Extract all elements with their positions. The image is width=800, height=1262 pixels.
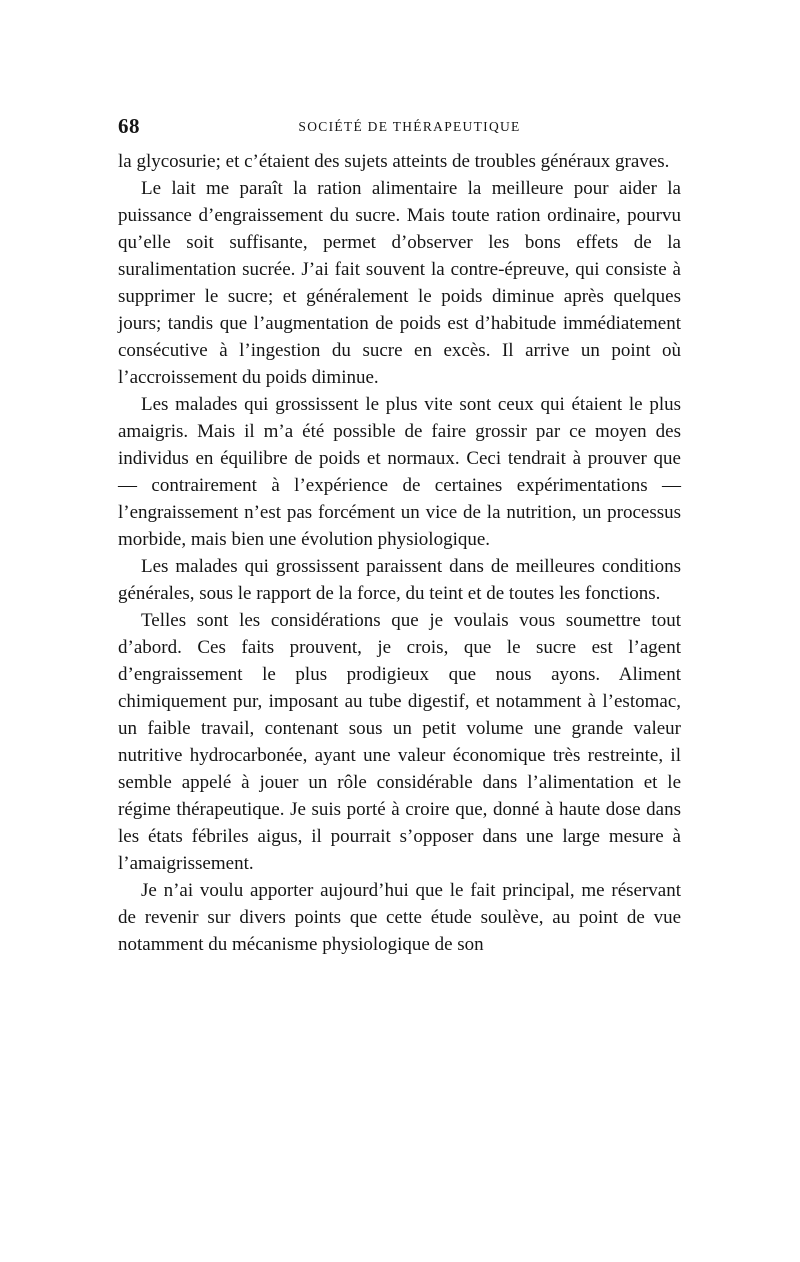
paragraph: Les malades qui grossissent paraissent dans de meilleures conditions générales, sous le rapport de la force, du teint et de toutes les fonctions. bbox=[118, 556, 681, 604]
paragraph-continuation: la glycosurie; et c’étaient des sujets atteints de troubles généraux graves. bbox=[118, 151, 670, 172]
paragraph: Telles sont les considérations que je voulais vous soumettre tout d’abord. Ces faits prouvent, je crois, que le sucre est l’agent d’engraissement le plus prodigieux que nous ayons. Aliment chimiquement pur, imposant au tube digestif, et notamment à l’estomac, un faible travail, contenant sous un petit volume une grande valeur nutritive hydrocarbonée, ayant une valeur économique très restreinte, il semble appelé à jouer un rôle considérable dans l’alimentation et le régime thérapeutique. Je suis porté à croire que, donné à haute dose dans les états fébriles aigus, il pourrait s’opposer dans une large mesure à l’amaigrissement. bbox=[118, 610, 681, 874]
body-text bbox=[118, 148, 681, 958]
paragraph: Les malades qui grossissent le plus vite sont ceux qui étaient le plus amaigris. Mais il m’a été possible de faire grossir par ce moyen des individus en équilibre de poids et normaux. Ceci tendrait à prouver que — contrairement à l’expérience de certaines expérimentations — l’engraissement n’est pas forcément un vice de la nutrition, un processus morbide, mais bien une évolution physiologique. bbox=[118, 394, 681, 550]
header-title: SOCIÉTÉ DE THÉRAPEUTIQUE bbox=[298, 119, 521, 134]
paragraph: Le lait me paraît la ration alimentaire la meilleure pour aider la puissance d’engraissement du sucre. Mais toute ration ordinaire, pourvu qu’elle soit suffisante, permet d’observer les bons effets de la suralimentation sucrée. J’ai fait souvent la contre-épreuve, qui consiste à supprimer le sucre; et généralement le poids diminue après quelques jours; tandis que l’augmentation de poids est d’habitude immédiatement consécutive à l’ingestion du sucre en excès. Il arrive un point où l’accroissement du poids diminue. bbox=[118, 178, 681, 388]
paragraph: Je n’ai voulu apporter aujourd’hui que le fait principal, me réservant de revenir sur divers points que cette étude soulève, au point de vue notamment du mécanisme physiologique de son bbox=[118, 880, 681, 955]
running-head bbox=[118, 114, 681, 142]
page-number: 68 bbox=[118, 114, 140, 138]
